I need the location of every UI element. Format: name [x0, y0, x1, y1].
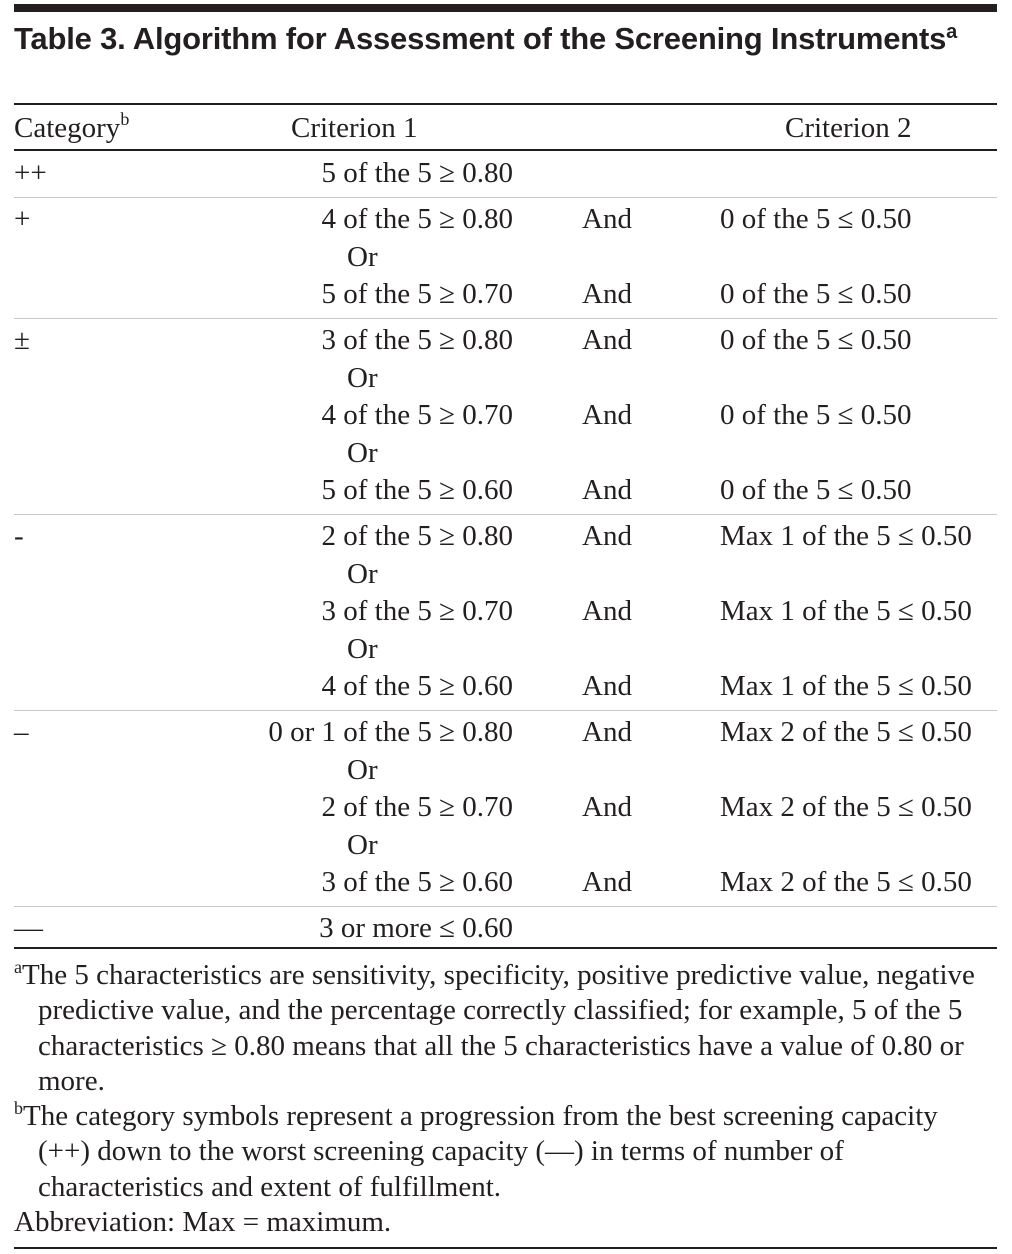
table-row: [14, 556, 997, 594]
criterion-2-cell: Max 2 of the 5 ≤ 0.50: [720, 791, 972, 823]
table-row: [14, 201, 997, 239]
table-bottom-rule: [14, 947, 997, 949]
table-row: [14, 276, 997, 314]
criterion-1-cell: 5 of the 5 ≥ 0.60: [321, 474, 513, 506]
and-label: And: [582, 399, 632, 431]
criterion-1-cell: 2 of the 5 ≥ 0.80: [321, 520, 513, 552]
category-group: [14, 152, 997, 198]
criterion-2-cell: 0 of the 5 ≤ 0.50: [720, 474, 912, 506]
header-criterion-1: Criterion 1: [291, 112, 418, 144]
and-label: And: [582, 595, 632, 627]
category-group: [14, 198, 997, 319]
criterion-1-cell: 3 of the 5 ≥ 0.80: [321, 324, 513, 356]
title-text: Table 3. Algorithm for Assessment of the Screening Instruments: [14, 21, 947, 56]
or-label: Or: [347, 753, 378, 786]
or-label: Or: [347, 361, 378, 394]
footnote: [14, 1099, 997, 1205]
and-label: And: [582, 324, 632, 356]
or-label: Or: [347, 632, 378, 665]
footnote-text: The 5 characteristics are sensitivity, specificity, positive predictive value, negative predictive value, and the percentage correctly classified; for example, 5 of the 5 characteristics ≥ 0.80 means that all the 5 characteristics have a value of 0.80 or more.: [22, 959, 975, 1097]
criterion-2-cell: Max 1 of the 5 ≤ 0.50: [720, 520, 972, 552]
and-label: And: [582, 670, 632, 702]
criterion-1-cell: 3 or more ≤ 0.60: [319, 912, 513, 944]
table-row: [14, 631, 997, 669]
table-row: [14, 360, 997, 398]
table-row: [14, 397, 997, 435]
criterion-1-cell: 4 of the 5 ≥ 0.80: [321, 203, 513, 235]
criterion-1-cell: 2 of the 5 ≥ 0.70: [321, 791, 513, 823]
footnote-mark: b: [14, 1098, 23, 1119]
footnotes: [14, 958, 997, 1240]
table-row: [14, 668, 997, 706]
criterion-1-cell: 4 of the 5 ≥ 0.70: [321, 399, 513, 431]
footnote: [14, 958, 997, 1099]
table-row: [14, 752, 997, 790]
table-row: [14, 864, 997, 902]
or-label: Or: [347, 557, 378, 590]
category-symbol: –: [14, 716, 29, 748]
criterion-1-cell: 3 of the 5 ≥ 0.60: [321, 866, 513, 898]
and-label: And: [582, 520, 632, 552]
category-symbol: ++: [14, 157, 47, 189]
table-row: [14, 714, 997, 752]
table-row: [14, 435, 997, 473]
table-header: [0, 106, 1012, 150]
header-bottom-rule: [14, 149, 997, 151]
criterion-1-cell: 5 of the 5 ≥ 0.70: [321, 278, 513, 310]
or-label: Or: [347, 436, 378, 469]
criterion-2-cell: Max 2 of the 5 ≤ 0.50: [720, 866, 972, 898]
header-top-rule: [14, 103, 997, 105]
criterion-2-cell: Max 1 of the 5 ≤ 0.50: [720, 670, 972, 702]
header-category: Category$^b$: [14, 109, 130, 144]
and-label: And: [582, 278, 632, 310]
table-title: [14, 20, 994, 58]
criterion-2-cell: 0 of the 5 ≤ 0.50: [720, 399, 912, 431]
category-group: [14, 515, 997, 711]
and-label: And: [582, 203, 632, 235]
table-row: [14, 472, 997, 510]
or-label: Or: [347, 240, 378, 273]
criterion-1-cell: 4 of the 5 ≥ 0.60: [321, 670, 513, 702]
category-symbol: +: [14, 203, 31, 235]
abbreviation-note: Abbreviation: Max = maximum.: [14, 1206, 392, 1239]
and-label: And: [582, 474, 632, 506]
table-row: [14, 789, 997, 827]
criterion-2-cell: 0 of the 5 ≤ 0.50: [720, 324, 912, 356]
and-label: And: [582, 716, 632, 748]
criterion-2-cell: Max 1 of the 5 ≤ 0.50: [720, 595, 972, 627]
category-symbol: ±: [14, 324, 30, 356]
criterion-2-cell: 0 of the 5 ≤ 0.50: [720, 203, 912, 235]
table-row: [14, 910, 997, 948]
header-criterion-2: Criterion 2: [785, 112, 912, 144]
criterion-1-cell: 0 or 1 of the 5 ≥ 0.80: [268, 716, 513, 748]
category-group: [14, 711, 997, 907]
footer-rule: [14, 1247, 997, 1249]
footnote-text: The category symbols represent a progression from the best screening capacity (++) down to the worst screening capacity (—) in terms of number of characteristics and extent of fulfillment.: [23, 1100, 938, 1203]
table-row: [14, 827, 997, 865]
table-body: [0, 152, 1012, 952]
criterion-1-cell: 5 of the 5 ≥ 0.80: [321, 157, 513, 189]
category-symbol: —: [14, 912, 43, 944]
top-rule: [14, 4, 997, 12]
category-group: [14, 319, 997, 515]
table-row: [14, 518, 997, 556]
and-label: And: [582, 791, 632, 823]
criterion-2-cell: Max 2 of the 5 ≤ 0.50: [720, 716, 972, 748]
category-symbol: -: [14, 520, 24, 552]
footnote-mark: a: [14, 957, 22, 977]
criterion-2-cell: 0 of the 5 ≤ 0.50: [720, 278, 912, 310]
table-row: [14, 322, 997, 360]
table-row: [14, 239, 997, 277]
or-label: Or: [347, 828, 378, 861]
category-group: [14, 907, 997, 952]
and-label: And: [582, 866, 632, 898]
table-row: [14, 593, 997, 631]
criterion-1-cell: 3 of the 5 ≥ 0.70: [321, 595, 513, 627]
title-footnote-mark: a: [946, 21, 958, 43]
table-row: [14, 155, 997, 193]
